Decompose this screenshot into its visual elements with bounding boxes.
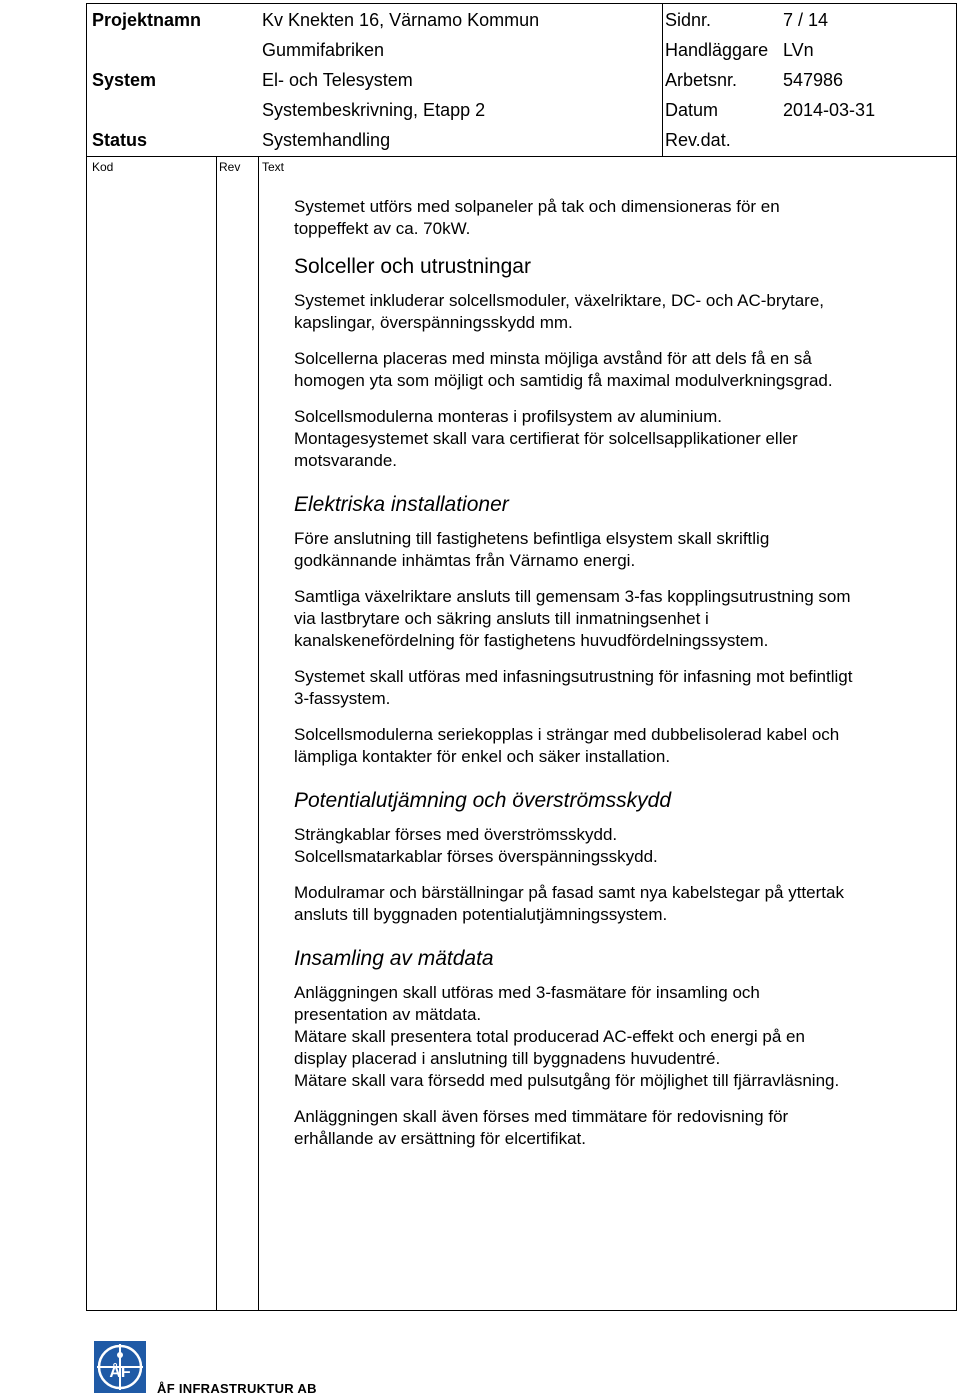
label-arbetsnr: Arbetsnr. [665, 70, 738, 90]
company-name: ÅF INFRASTRUKTUR AB [157, 1381, 317, 1396]
paragraph: Systemet inkluderar solcellsmoduler, växelriktare, DC- och AC-brytare, kapslingar, överspänningsskydd mm. [294, 291, 825, 332]
section-title-potential: Potentialutjämning och överströmsskydd [294, 789, 672, 812]
paragraph: Modulramar och bärställningar på fasad samt nya kabelstegar på yttertak ansluts till byggnaden potentialutjämningssystem. [294, 883, 844, 924]
label-projektnamn: Projektnamn [92, 10, 202, 30]
section-title-solceller: Solceller och utrustningar [294, 255, 531, 278]
paragraph: Samtliga växelriktare ansluts till gemensam 3-fas kopplingsutrustning som via lastbrytare och säkring ansluts till inmatningsenhet i kanalskenefördelning för fastighetens huvudfördelningssystem. [294, 587, 851, 650]
value-sidnr: 7 / 14 [783, 10, 829, 30]
label-handlaggare: Handläggare [665, 40, 769, 60]
label-sidnr: Sidnr. [665, 10, 712, 30]
paragraph: Systemet skall utföras med infasningsutrustning för infasning mot befintligt 3-fassystem. [294, 667, 853, 708]
column-line-kod [216, 157, 217, 1310]
value-projektnamn-2: Gummifabriken [262, 40, 385, 60]
paragraph: Solcellsmatarkablar förses överspänningsskydd. [294, 847, 658, 866]
paragraph: Strängkablar förses med överströmsskydd. [294, 825, 618, 844]
paragraph: Mätare skall presentera total producerad AC-effekt och energi på en display placerad i anslutning till byggnadens huvudentré. [294, 1027, 805, 1068]
header-divider [662, 4, 663, 156]
section-title-elektriska: Elektriska installationer [294, 493, 509, 516]
value-system-2: Systembeskrivning, Etapp 2 [262, 100, 486, 120]
paragraph: Solcellsmodulerna monteras i profilsystem av aluminium. Montagesystemet skall vara certifierat för solcellsapplikationer eller motsvarande. [294, 407, 798, 470]
paragraph: Solcellerna placeras med minsta möjliga avstånd för att dels få en så homogen yta som möjligt och samtidig få maximal modulverkningsgrad. [294, 349, 833, 390]
value-arbetsnr: 547986 [783, 70, 844, 90]
col-rev: Rev [219, 160, 241, 174]
svg-text:ÅF: ÅF [109, 1364, 131, 1381]
paragraph: Mätare skall vara försedd med pulsutgång för möjlighet till fjärravläsning. [294, 1071, 840, 1090]
section-title-insamling: Insamling av mätdata [294, 947, 494, 970]
paragraph: Anläggningen skall utföras med 3-fasmätare för insamling och presentation av mätdata. [294, 983, 760, 1024]
value-handlaggare: LVn [783, 40, 814, 60]
value-system: El- och Telesystem [262, 70, 413, 90]
column-line-rev [258, 157, 259, 1310]
label-revdat: Rev.dat. [665, 130, 731, 150]
label-system: System [92, 70, 157, 90]
intro-paragraph: Systemet utförs med solpaneler på tak och dimensioneras för en toppeffekt av ca. 70kW. [294, 197, 780, 238]
value-projektnamn: Kv Knekten 16, Värnamo Kommun [262, 10, 540, 30]
paragraph: Anläggningen skall även förses med timmätare för redovisning för erhållande av ersättning för elcertifikat. [294, 1107, 789, 1148]
value-datum: 2014-03-31 [783, 100, 876, 120]
document-body [294, 196, 854, 1164]
paragraph: Solcellsmodulerna seriekopplas i strängar med dubbelisolerad kabel och lämpliga kontakter för enkel och säker installation. [294, 725, 840, 766]
af-logo-icon [94, 1341, 146, 1393]
label-status: Status [92, 130, 148, 150]
paragraph: Före anslutning till fastighetens befintliga elsystem skall skriftlig godkännande inhämtas från Värnamo energi. [294, 529, 770, 570]
col-text: Text [262, 160, 285, 174]
value-status: Systemhandling [262, 130, 391, 150]
label-datum: Datum [665, 100, 719, 120]
col-kod: Kod [92, 160, 114, 174]
